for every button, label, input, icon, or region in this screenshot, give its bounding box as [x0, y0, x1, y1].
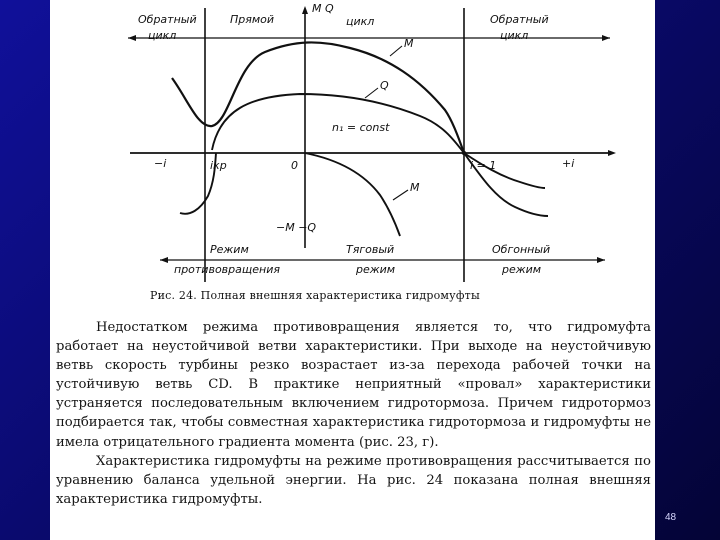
label-m-q-top: M Q: [312, 2, 334, 15]
point-i1: [462, 151, 466, 155]
characteristic-figure: [50, 0, 655, 305]
label-q: Q: [380, 79, 389, 92]
arrow-right-bottom: [597, 257, 605, 263]
paragraph-2: Характеристика гидромуфты на режиме противовращения рассчитывается по уравнению баланса удельной энергии. На рис. 24 показана полная внешняя характеристика гидромуфты.: [56, 453, 651, 507]
label-mode-traction-1: Тяговый: [346, 243, 395, 256]
label-mode-overrun-1: Обгонный: [492, 243, 551, 256]
label-plus-i: +i: [562, 157, 575, 170]
slide-number: 48: [665, 512, 677, 523]
label-mode-counter-2: противовращения: [174, 263, 280, 276]
label-reverse-right-2: цикл: [500, 29, 529, 42]
label-minus-i: −i: [154, 157, 167, 170]
label-reverse-right-1: Обратный: [490, 13, 549, 26]
leader-m-lower: [393, 190, 408, 200]
arrow-right-top: [602, 35, 610, 41]
label-reverse-left-2: цикл: [148, 29, 177, 42]
arrow-left-bottom: [160, 257, 168, 263]
figure-caption: Рис. 24. Полная внешняя характеристика гидромуфты: [150, 289, 480, 302]
characteristic-diagram: [50, 0, 655, 305]
label-i-kr: iкр: [210, 159, 227, 172]
paragraph-1: Недостатком режима противовращения является то, что гидромуфта работает на неустойчивой ветви характеристики. При выходе на неустойчивую ветвь скорость турбины резко возрастает из-за перехода рабочей точки на устойчивую ветвь CD. В практике неприятный «провал» характеристики устраняется последовательным включением гидротормоза. Причем гидротормоз подбирается так, чтобы совместная характеристика гидротормоза и гидромуфты не имела отрицательного градиента момента (рис. 23, г).: [56, 320, 651, 450]
label-nt-const: n₁ = const: [332, 121, 390, 134]
label-reverse-left-1: Обратный: [138, 13, 197, 26]
label-minus-m-q: −M −Q: [276, 221, 317, 234]
label-i-eq-1: i = 1: [470, 159, 497, 172]
arrow-left-top: [128, 35, 136, 41]
label-mode-counter-1: Режим: [210, 243, 249, 256]
body-text: [56, 318, 651, 509]
arrow-axis-right: [608, 150, 616, 156]
label-mode-traction-2: режим: [356, 263, 396, 276]
label-m-lower: M: [410, 181, 420, 194]
label-m-upper: M: [404, 37, 414, 50]
label-origin: 0: [291, 159, 298, 172]
label-mode-overrun-2: режим: [502, 263, 542, 276]
leader-q: [365, 88, 378, 98]
label-cycle: цикл: [346, 15, 375, 28]
document-page: [50, 0, 655, 540]
arrow-axis-up: [302, 6, 308, 14]
curve-m-lower: [305, 153, 400, 236]
leader-m-upper: [390, 46, 402, 56]
label-direct: Прямой: [230, 13, 275, 26]
